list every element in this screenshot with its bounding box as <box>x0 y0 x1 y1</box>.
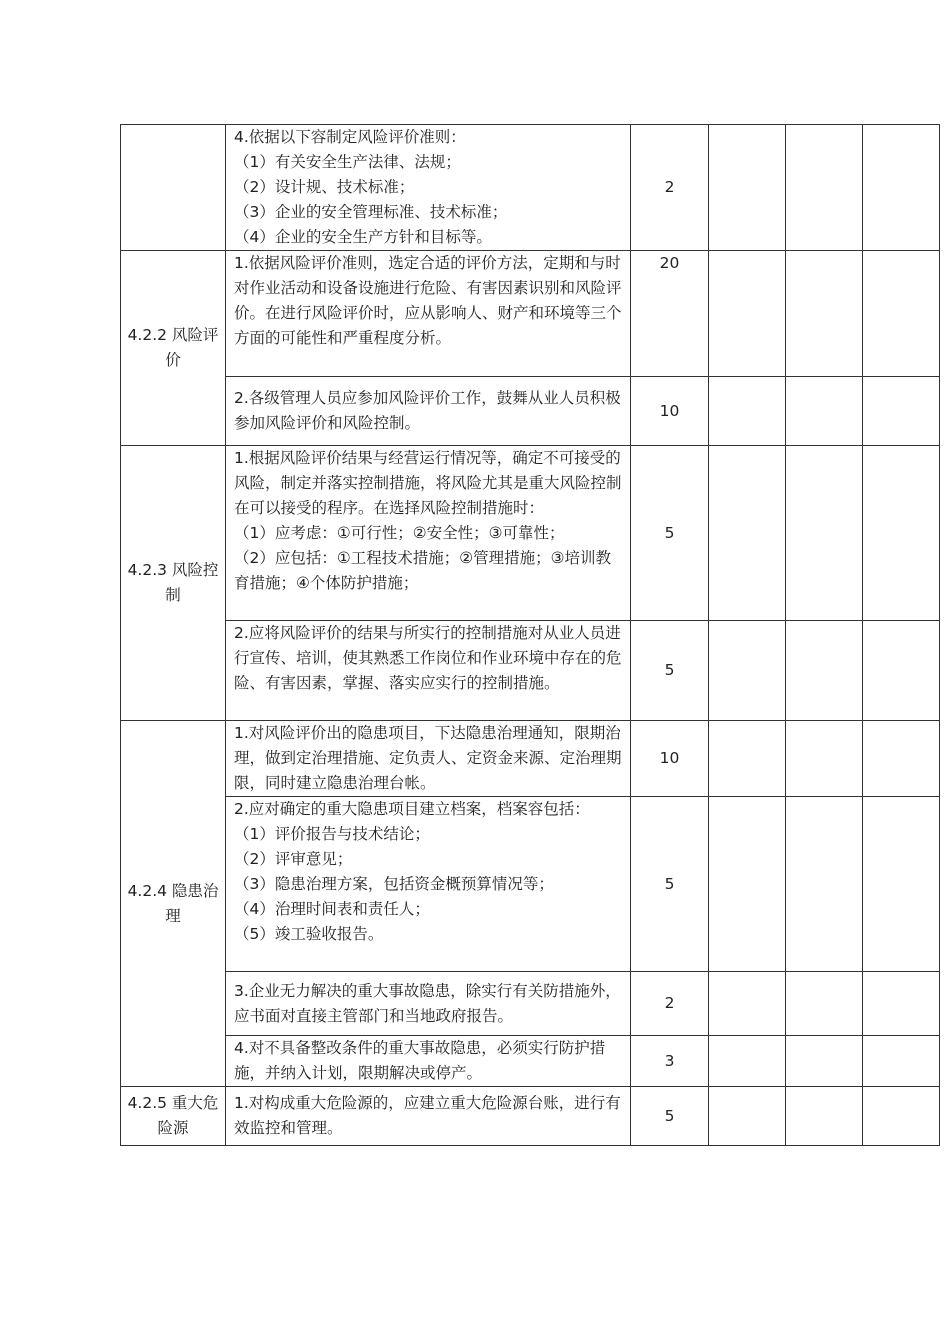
blank-cell <box>863 446 940 621</box>
criteria-line: （2）评审意见； <box>234 850 353 868</box>
table-row <box>121 972 940 1036</box>
score-cell: 3 <box>631 1036 709 1087</box>
blank-cell <box>863 125 940 251</box>
score-cell: 10 <box>631 721 709 797</box>
score-cell: 20 <box>631 251 709 377</box>
blank-cell <box>863 621 940 721</box>
criteria-cell <box>226 125 631 251</box>
blank-cell <box>786 797 863 972</box>
table-row <box>121 377 940 446</box>
section-cell: 4.2.5 重大危险源 <box>121 1087 226 1146</box>
blank-cell <box>863 1036 940 1087</box>
criteria-cell <box>226 251 631 377</box>
criteria-cell <box>226 1087 631 1146</box>
blank-cell <box>863 377 940 446</box>
criteria-line: 1.对风险评价出的隐患项目，下达隐患治理通知，限期治理，做到定治理措施、定负责人、定资金来源、定治理期限，同时建立隐患治理台帐。 <box>234 724 622 792</box>
blank-cell <box>709 446 786 621</box>
criteria-line: （4）治理时间表和责任人； <box>234 900 430 918</box>
blank-cell <box>786 721 863 797</box>
table-row <box>121 1036 940 1087</box>
blank-cell <box>709 1087 786 1146</box>
criteria-line: （1）评价报告与技术结论； <box>234 825 430 843</box>
blank-cell <box>863 251 940 377</box>
criteria-cell <box>226 621 631 721</box>
blank-cell <box>709 972 786 1036</box>
blank-cell <box>863 797 940 972</box>
criteria-line: （4）企业的安全生产方针和目标等。 <box>234 228 492 246</box>
criteria-line: 3.企业无力解决的重大事故隐患，除实行有关防措施外，应书面对直接主管部门和当地政府报告。 <box>234 981 621 1025</box>
section-cell: 4.2.2 风险评价 <box>121 251 226 446</box>
blank-cell <box>786 251 863 377</box>
criteria-line: 4.依据以下容制定风险评价准则： <box>234 128 466 146</box>
criteria-line: （3）隐患治理方案，包括资金概预算情况等； <box>234 875 554 893</box>
blank-cell <box>709 621 786 721</box>
blank-cell <box>863 972 940 1036</box>
blank-cell <box>786 972 863 1036</box>
criteria-cell <box>226 446 631 621</box>
criteria-line: （3）企业的安全管理标准、技术标准； <box>234 203 508 221</box>
blank-cell <box>709 125 786 251</box>
table-row <box>121 446 940 621</box>
table-row <box>121 621 940 721</box>
blank-cell <box>709 251 786 377</box>
score-cell: 5 <box>631 1087 709 1146</box>
blank-cell <box>786 1087 863 1146</box>
section-cell: 4.2.3 风险控制 <box>121 446 226 721</box>
criteria-line: 2.各级管理人员应参加风险评价工作，鼓舞从业人员积极参加风险评价和风险控制。 <box>234 389 621 432</box>
blank-cell <box>709 1036 786 1087</box>
blank-cell <box>786 125 863 251</box>
criteria-line: （5）竣工验收报告。 <box>234 925 384 943</box>
criteria-cell <box>226 797 631 972</box>
score-cell: 10 <box>631 377 709 446</box>
evaluation-table <box>120 124 940 1146</box>
blank-cell <box>786 446 863 621</box>
criteria-line: 2.应将风险评价的结果与所实行的控制措施对从业人员进行宣传、培训，使其熟悉工作岗位和作业环境中存在的危险、有害因素，掌握、落实应实行的控制措施。 <box>234 624 622 692</box>
criteria-line: 2.应对确定的重大隐患项目建立档案，档案容包括： <box>234 800 590 818</box>
section-cell <box>121 125 226 251</box>
table-row <box>121 797 940 972</box>
blank-cell <box>863 721 940 797</box>
blank-cell <box>786 1036 863 1087</box>
criteria-line: （1）有关安全生产法律、法规； <box>234 153 461 171</box>
blank-cell <box>709 797 786 972</box>
criteria-line: 4.对不具备整改条件的重大事故隐患，必须实行防护措施，并纳入计划，限期解决或停产。 <box>234 1039 606 1082</box>
criteria-line: 1.根据风险评价结果与经营运行情况等，确定不可接受的风险，制定并落实控制措施，将风险尤其是重大风险控制在可以接受的程序。在选择风险控制措施时： <box>234 449 622 517</box>
criteria-cell <box>226 972 631 1036</box>
criteria-line: （2）应包括：①工程技术措施；②管理措施；③培训教育措施；④个体防护措施； <box>234 549 612 592</box>
blank-cell <box>863 1087 940 1146</box>
table-row <box>121 125 940 251</box>
score-cell: 2 <box>631 125 709 251</box>
criteria-cell <box>226 377 631 446</box>
blank-cell <box>709 721 786 797</box>
table-row <box>121 721 940 797</box>
criteria-line: 1.对构成重大危险源的，应建立重大危险源台账，进行有效监控和管理。 <box>234 1094 621 1137</box>
blank-cell <box>786 377 863 446</box>
section-cell: 4.2.4 隐患治理 <box>121 721 226 1087</box>
criteria-cell <box>226 1036 631 1087</box>
score-cell: 5 <box>631 446 709 621</box>
blank-cell <box>709 377 786 446</box>
score-cell: 5 <box>631 621 709 721</box>
blank-cell <box>786 621 863 721</box>
table-row <box>121 1087 940 1146</box>
criteria-cell <box>226 721 631 797</box>
score-cell: 5 <box>631 797 709 972</box>
score-cell: 2 <box>631 972 709 1036</box>
criteria-line: （1）应考虑：①可行性；②安全性；③可靠性； <box>234 524 565 542</box>
criteria-line: 1.依据风险评价准则，选定合适的评价方法，定期和与时对作业活动和设备设施进行危险、有害因素识别和风险评价。在进行风险评价时，应从影响人、财产和环境等三个方面的可能性和严重程度分析。 <box>234 254 622 347</box>
criteria-line: （2）设计规、技术标准； <box>234 178 415 196</box>
table-row <box>121 251 940 377</box>
